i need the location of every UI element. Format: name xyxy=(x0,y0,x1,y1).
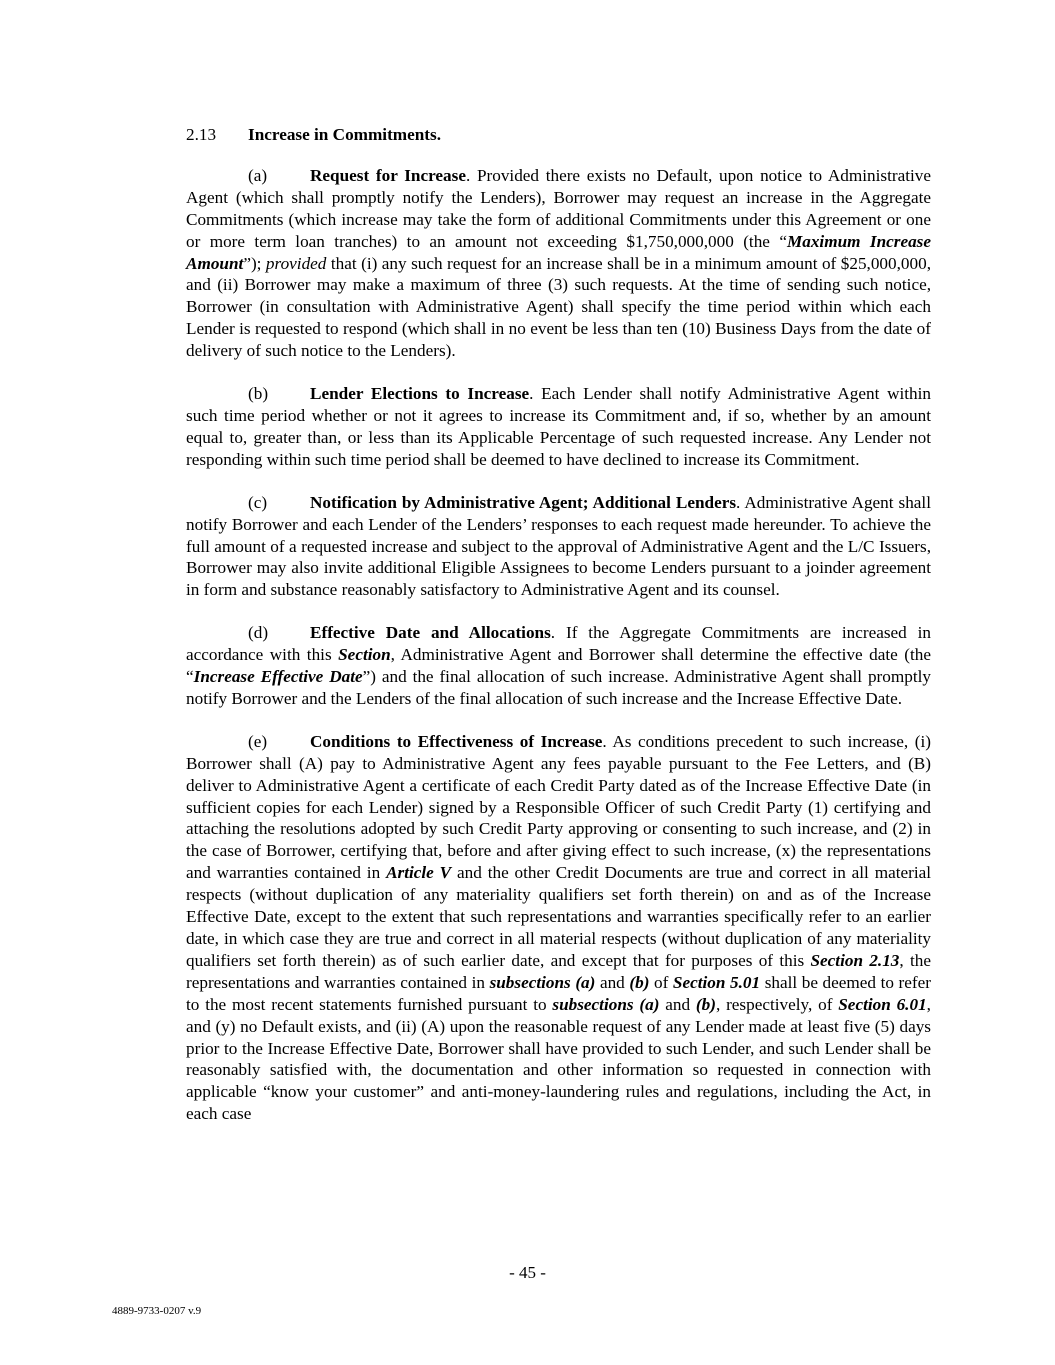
paragraph-e xyxy=(186,731,931,1125)
defined-term: subsections (a) xyxy=(489,972,596,992)
defined-term: Increase Effective Date xyxy=(193,667,363,687)
body-text: of xyxy=(649,972,673,992)
body-text: . As conditions precedent to such increase, (i) Borrower shall (A) pay to Administrative Agent any fees payable pursuant to the Fee Letters, and (B) deliver to Administrative Agent a certificate of each Credit Party dated as of the Increase Effective Date (in sufficient copies for each Lender) signed by a Responsible Officer of such Credit Party (1) certifying and attaching the resolutions adopted by such Credit Party approving or consenting to such increase, and (2) in the case of Borrower, certifying that, before and after giving effect to such increase, (x) the representations and warranties contained in xyxy=(186,731,932,883)
defined-term: Section 6.01 xyxy=(838,994,927,1014)
paragraph-caption: Notification by Administrative Agent; Additional Lenders xyxy=(310,492,737,512)
paragraph-label: (d) xyxy=(248,623,269,643)
defined-term: Section 5.01 xyxy=(672,972,761,992)
defined-term: subsections (a) xyxy=(552,994,660,1014)
document-body xyxy=(186,124,931,1146)
body-text: , Administrative Agent and Borrower shall determine the effective date (the “ xyxy=(186,645,931,687)
paragraph-caption: Effective Date and Allocations xyxy=(310,623,551,643)
section-title: Increase in Commitments. xyxy=(248,125,442,144)
defined-term: Maximum Increase Amount xyxy=(186,231,931,273)
defined-term: Section 2.13 xyxy=(810,950,900,970)
paragraph-b xyxy=(186,383,931,471)
paragraph-a xyxy=(186,165,931,362)
defined-term: Section xyxy=(338,645,391,665)
body-text: . Each Lender shall notify Administrative Agent within such time period whether or not it agrees to increase its Commitment and, if so, whether by an amount equal to, greater than, or less than its Applicable Percentage of such requested increase. Any Lender not responding within such time period shall be deemed to have declined to increase its Commitment. xyxy=(186,384,931,469)
italic-text: provided xyxy=(265,253,327,273)
body-text: ”); xyxy=(243,253,266,273)
page-number: - 45 - xyxy=(509,1263,546,1282)
defined-term: (b) xyxy=(695,994,716,1014)
paragraph-label: (b) xyxy=(248,384,269,404)
body-text: . Administrative Agent shall notify Borrower and each Lender of the Lenders’ responses to each request made hereunder. To achieve the full amount of a requested increase and subject to the approval of Administrative Agent and the L/C Issuers, Borrower may also invite additional Eligible Assignees to become Lenders pursuant to a joinder agreement in form and substance reasonably satisfactory to Administrative Agent and its counsel. xyxy=(186,492,931,600)
body-text: , respectively, of xyxy=(715,994,839,1014)
paragraph-body xyxy=(186,166,931,360)
body-text: . If the Aggregate Commitments are increased in accordance with this xyxy=(186,623,931,665)
document-id: 4889-9733-0207 v.9 xyxy=(112,1305,202,1317)
defined-term: (b) xyxy=(629,972,650,992)
body-text: . Provided there exists no Default, upon notice to Administrative Agent (which shall promptly notify the Lenders), Borrower may request an increase in the Aggregate Commitments (which increase may take the form of additional Commitments under this Agreement or one or more term loan tranches) to an amount not exceeding $1,750,000,000 (the “ xyxy=(186,165,931,251)
body-text: and xyxy=(659,994,696,1014)
paragraph-d xyxy=(186,622,931,710)
paragraph-label: (c) xyxy=(248,492,268,512)
body-text: that (i) any such request for an increase shall be in a minimum amount of $25,000,000, and (ii) Borrower may make a maximum of three (3) such requests. At the time of sending such notice, Borrower (in consultation with Administrative Agent) shall specify the time period within which each Lender is requested to respond (which shall in no event be less than ten (10) Business Days from the date of delivery of such notice to the Lenders). xyxy=(186,253,931,361)
body-text: , the representations and warranties contained in xyxy=(186,950,932,992)
body-text: and the other Credit Documents are true and correct in all material respects (without duplication of any materiality qualifiers set forth therein) on and as of the Increase Effective Date, except to the extent that such representations and warranties specifically refer to an earlier date, in which case they are true and correct in all material respects (without duplication of any materiality qualifiers set forth therein) as of such earlier date, and except that for purposes of this xyxy=(186,863,932,970)
body-text: and xyxy=(595,972,630,992)
paragraph-label: (e) xyxy=(248,731,268,751)
paragraph-caption: Conditions to Effectiveness of Increase xyxy=(310,731,603,751)
body-text: shall be deemed to refer to the most recent statements furnished pursuant to xyxy=(186,972,931,1014)
paragraph-caption: Lender Elections to Increase xyxy=(310,384,530,404)
section-heading xyxy=(186,124,931,146)
paragraph-body xyxy=(186,732,931,1123)
paragraph-caption: Request for Increase xyxy=(310,165,466,185)
body-text: ”) and the final allocation of such increase. Administrative Agent shall promptly notify Borrower and the Lenders of the final allocation of such increase and the Increase Effective Date. xyxy=(186,667,931,708)
paragraph-c xyxy=(186,492,931,602)
body-text: , and (y) no Default exists, and (ii) (A) upon the reasonable request of any Lender made at least five (5) days prior to the Increase Effective Date, Borrower shall have provided to such Lender, and such Lender shall be reasonably satisfied with, the documentation and other information so requested in connection with applicable “know your customer” and anti-money-laundering rules and regulations, including the Act, in each case xyxy=(186,994,931,1124)
defined-term: Article V xyxy=(386,863,452,883)
paragraph-label: (a) xyxy=(248,165,268,185)
section-number: 2.13 xyxy=(186,125,217,144)
